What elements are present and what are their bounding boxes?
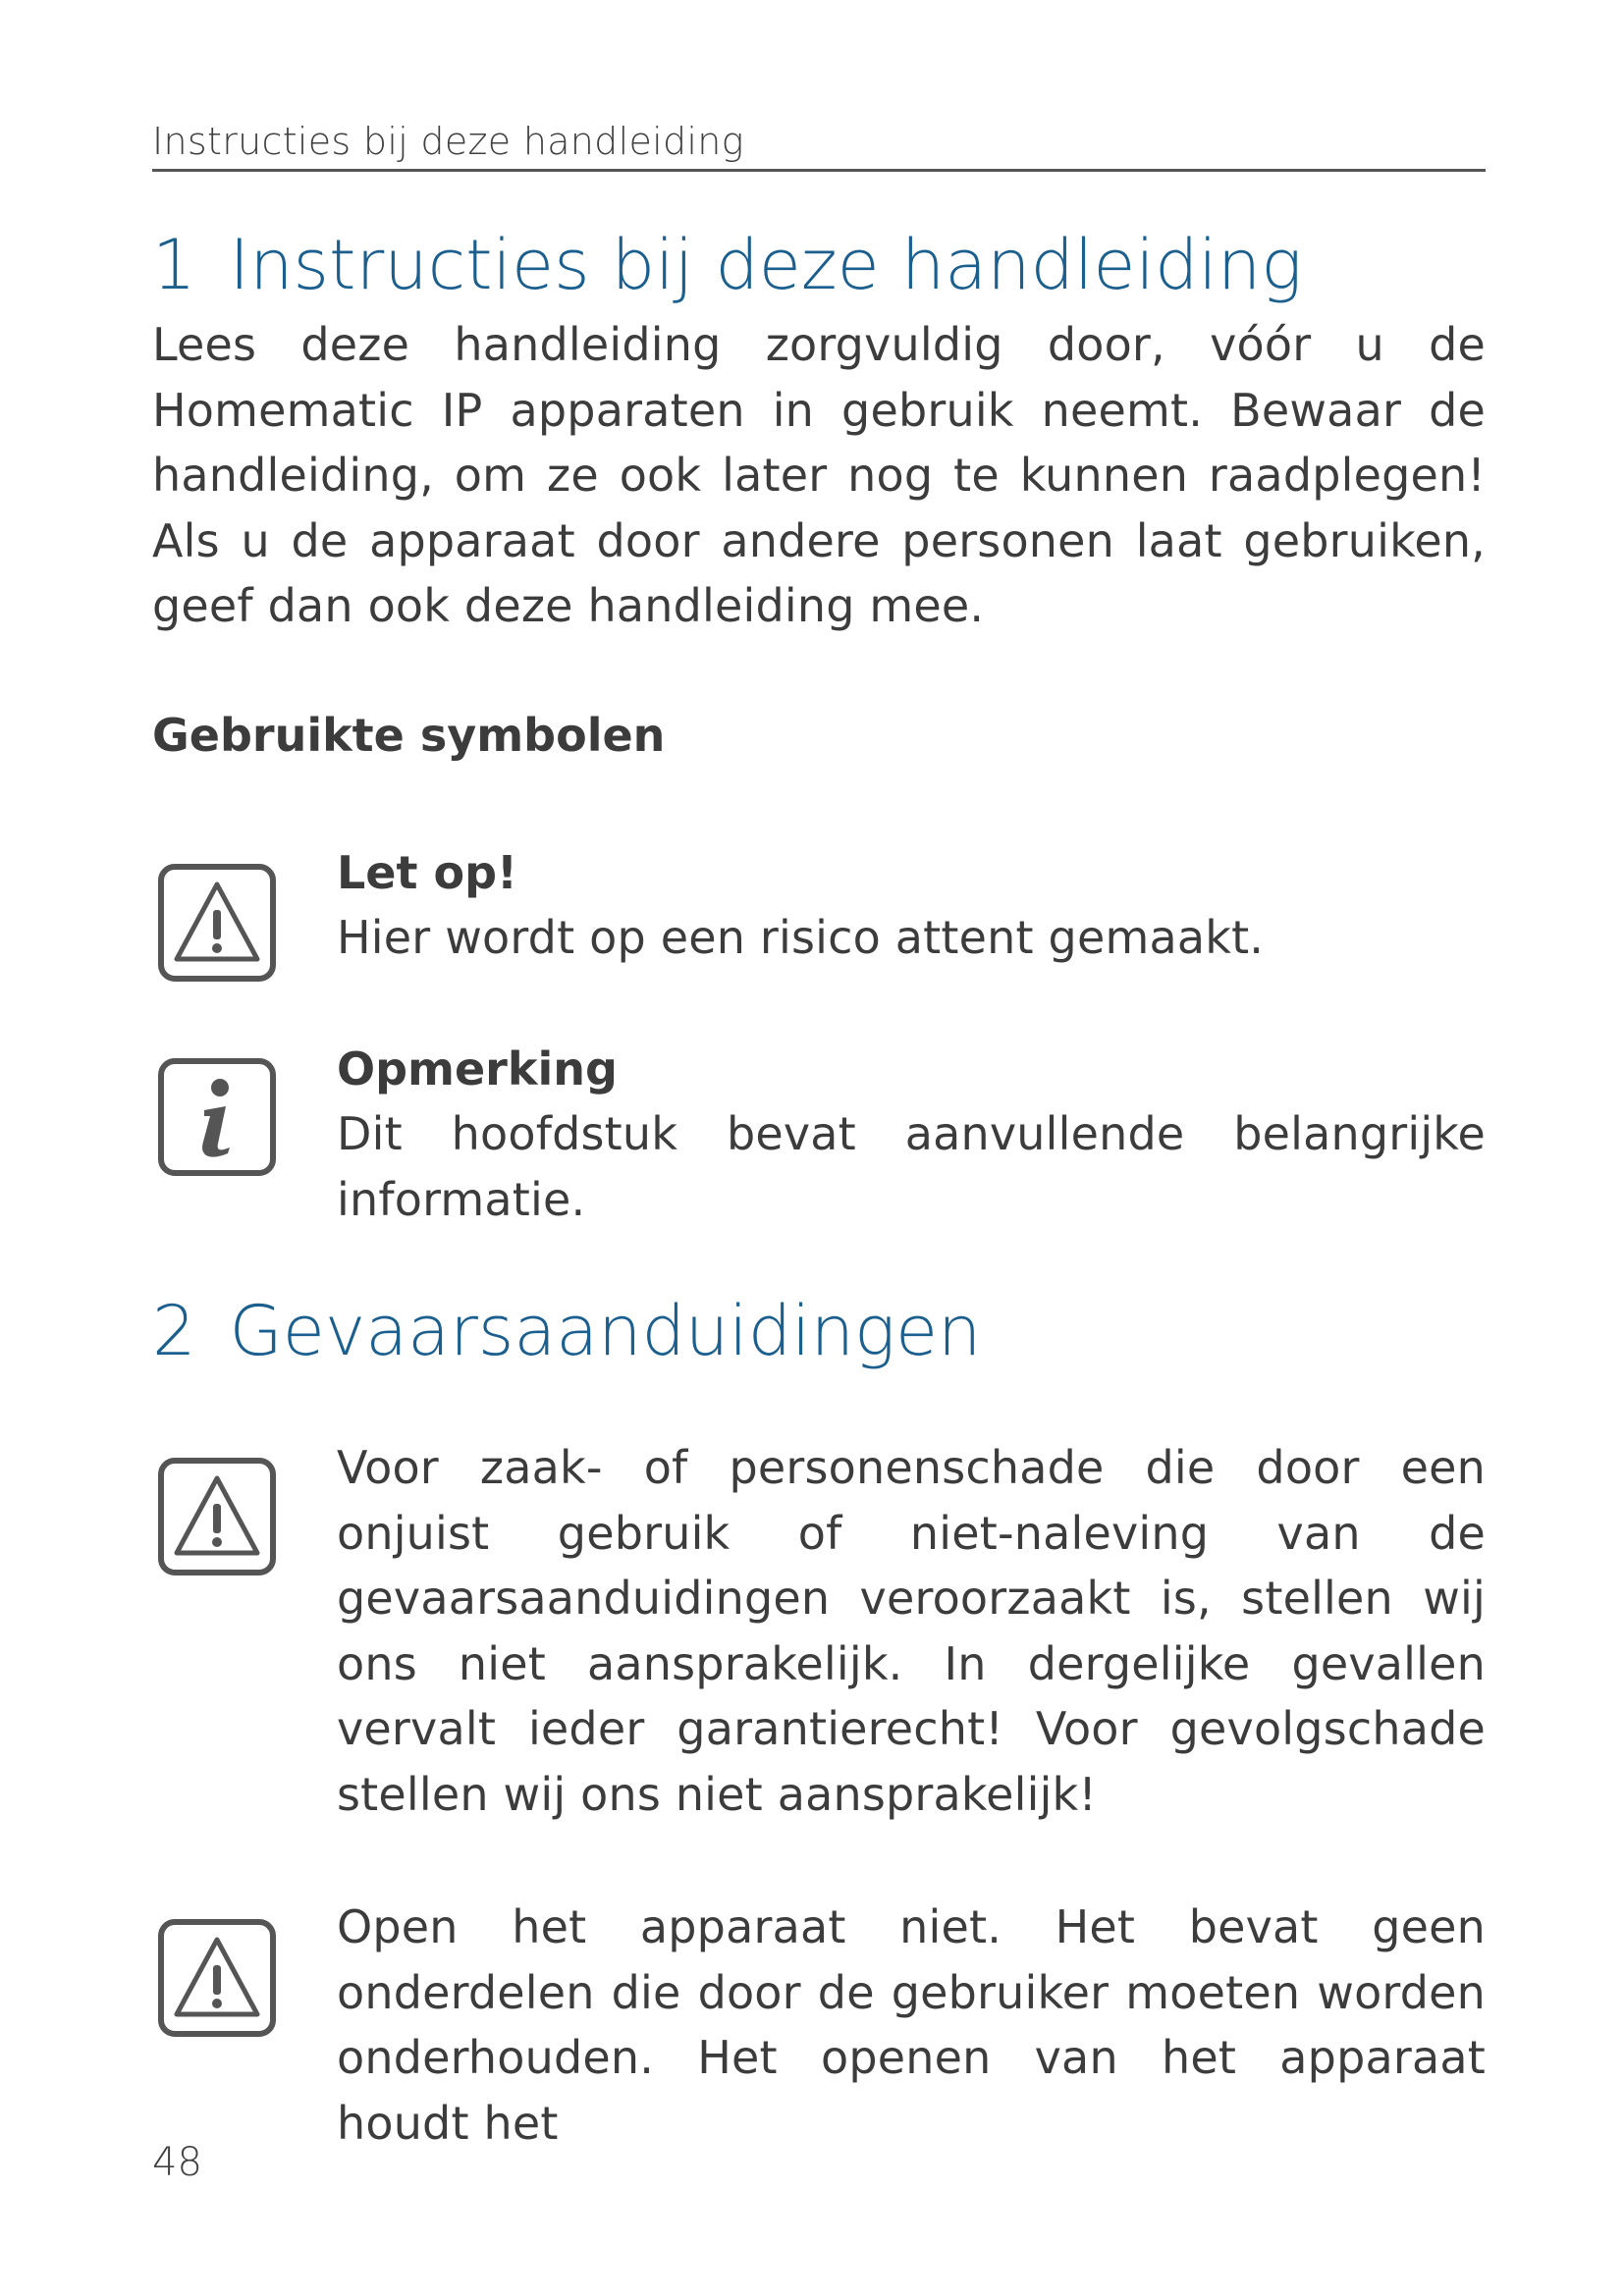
symbol-title-warning: Let op! xyxy=(337,846,518,899)
section-title: Instructies bij deze handleiding xyxy=(229,225,1303,305)
header-divider xyxy=(152,169,1486,172)
symbol-desc-warning: Hier wordt op een risico attent gemaakt. xyxy=(337,911,1265,964)
section-number: 1 xyxy=(152,225,196,305)
section-title: Gevaarsaanduidingen xyxy=(229,1291,982,1371)
section-number: 2 xyxy=(152,1291,196,1371)
warning-paragraph: Voor zaak- of personenschade die door een onjuist gebruik of niet-naleving van de gevaarsaanduidingen veroorzaakt is, stellen wij ons niet aansprakelijk. In dergelijke gevallen vervalt ieder garantierecht! Voor gevolgschade stellen wij ons niet aansprakelijk! xyxy=(337,1441,1486,1821)
info-icon xyxy=(155,1055,279,1179)
warning-paragraph: Open het apparaat niet. Het bevat geen onderdelen die door de gebruiker moeten worden onderhouden. Het openen van het apparaat houdt het xyxy=(337,1900,1486,2150)
page-number: 48 xyxy=(152,2140,202,2185)
section-1-heading xyxy=(152,225,1486,305)
warning-icon xyxy=(155,1916,279,2040)
symbol-desc-info: Dit hoofdstuk bevat aanvullende belangrijke informatie. xyxy=(337,1107,1486,1226)
intro-paragraph: Lees deze handleiding zorgvuldig door, vóór u de Homematic IP apparaten in gebruik neemt. Bewaar de handleiding, om ze ook later nog te kunnen raadplegen! Als u de apparaat door andere personen laat gebruiken, geef dan ook deze handleiding mee. xyxy=(152,318,1486,632)
section-2-heading xyxy=(152,1291,1486,1371)
symbol-title-info: Opmerking xyxy=(337,1042,618,1095)
symbols-heading: Gebruikte symbolen xyxy=(152,709,666,762)
warning-icon xyxy=(155,1455,279,1578)
running-header: Instructies bij deze handleiding xyxy=(152,120,744,163)
warning-icon xyxy=(155,861,279,985)
